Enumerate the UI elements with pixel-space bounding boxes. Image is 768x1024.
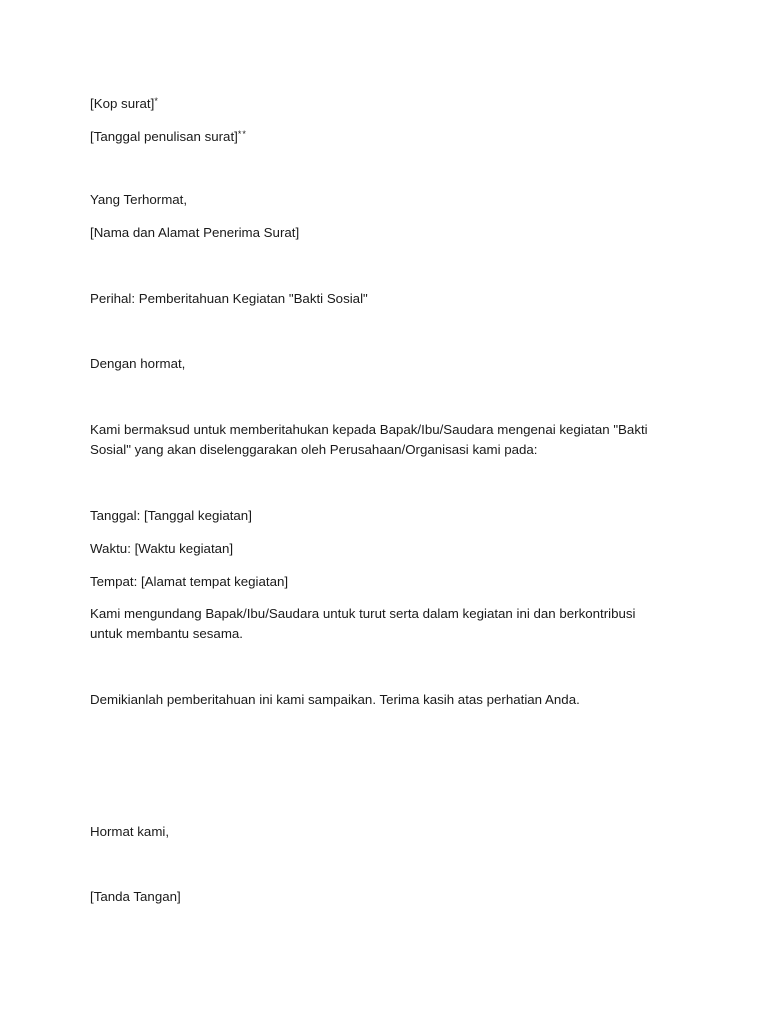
opening-greeting: Dengan hormat,: [90, 356, 186, 371]
letterhead-text: [Kop surat]: [90, 96, 155, 111]
closing-paragraph: Demikianlah pemberitahuan ini kami sampaikan. Terima kasih atas perhatian Anda.: [90, 692, 580, 707]
recipient-placeholder: [Nama dan Alamat Penerima Surat]: [90, 225, 300, 240]
writing-date-footnote-mark: **: [237, 129, 247, 139]
invitation-paragraph: Kami mengundang Bapak/Ibu/Saudara untuk turut serta dalam kegiatan ini dan berkontribusi untuk membantu sesama.: [90, 606, 640, 641]
writing-date-placeholder: [90, 124, 690, 147]
subject-line: Perihal: Pemberitahuan Kegiatan "Bakti Sosial": [90, 291, 368, 306]
salutation-to: Yang Terhormat,: [90, 192, 188, 207]
closing-regards: Hormat kami,: [90, 824, 170, 839]
letterhead-placeholder: [90, 91, 690, 114]
signature-placeholder: [Tanda Tangan]: [90, 889, 181, 904]
letterhead-footnote-mark: *: [154, 96, 159, 106]
intro-paragraph: Kami bermaksud untuk memberitahukan kepada Bapak/Ibu/Saudara mengenai kegiatan "Bakti Sosial" yang akan diselenggarakan oleh Perusahaan/Organisasi kami pada:: [90, 422, 652, 457]
writing-date-text: [Tanggal penulisan surat]: [90, 129, 238, 144]
event-time-line: Waktu: [Waktu kegiatan]: [90, 541, 234, 556]
event-place-line: Tempat: [Alamat tempat kegiatan]: [90, 574, 289, 589]
event-date-line: Tanggal: [Tanggal kegiatan]: [90, 508, 252, 523]
